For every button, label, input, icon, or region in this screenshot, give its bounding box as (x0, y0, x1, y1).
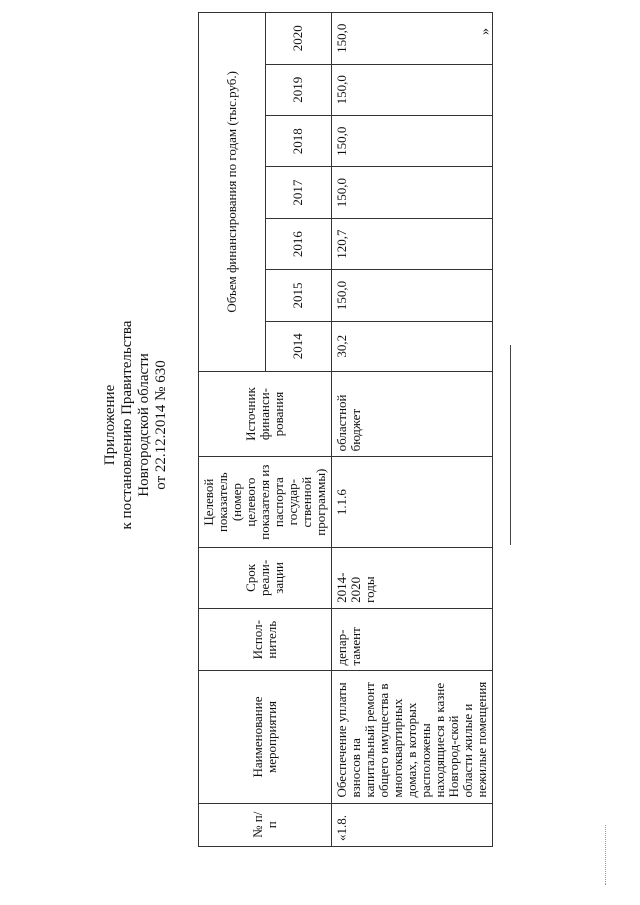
closing-quote: » (478, 28, 493, 35)
divider-line (510, 345, 511, 545)
year-2014: 2014 (265, 321, 332, 371)
year-2017: 2017 (265, 167, 332, 218)
header-line-1: Приложение (102, 384, 118, 466)
value-2019: 150,0 (332, 64, 493, 115)
value-2015: 150,0 (332, 270, 493, 321)
header-line-3: Новгородской области (136, 353, 152, 497)
scan-artifact (605, 825, 612, 885)
row-term: 2014-2020 годы (332, 547, 493, 608)
funding-table (198, 12, 493, 847)
header-line-4: от 22.12.2014 № 630 (153, 360, 169, 490)
header-funding: Объем финансирования по годам (тыс.руб.) (199, 13, 266, 372)
row-executor: депар-тамент (332, 608, 493, 671)
header-term: Срок реали-зации (199, 547, 332, 608)
table-row (332, 13, 493, 847)
year-2016: 2016 (265, 218, 332, 269)
table-header-row-1 (199, 13, 266, 847)
year-2019: 2019 (265, 64, 332, 115)
year-2018: 2018 (265, 115, 332, 166)
value-2016: 120,7 (332, 218, 493, 269)
row-source: областной бюджет (332, 371, 493, 457)
header-source: Источник финанси-рования (199, 371, 332, 457)
value-2017: 150,0 (332, 167, 493, 218)
value-2020: 150,0 (332, 13, 493, 65)
year-2015: 2015 (265, 270, 332, 321)
appendix-header (102, 275, 170, 575)
header-target: Целевой показатель (номер целевого показателя из паспорта государ-ственной программы) (199, 457, 332, 547)
row-num: «1.8. (332, 803, 493, 846)
row-target: 1.1.6 (332, 457, 493, 547)
year-2020: 2020 (265, 13, 332, 65)
row-name: Обеспечение уплаты взносов на капитальный ремонт общего имущества в многоквартирных домах, в которых расположены находящиеся в казне Новгород-ской области жилые и нежилые помещения (332, 671, 493, 803)
value-2018: 150,0 (332, 115, 493, 166)
header-executor: Испол-нитель (199, 608, 332, 671)
header-num: № п/п (199, 803, 332, 846)
value-2014: 30,2 (332, 321, 493, 371)
header-name: Наименование мероприятия (199, 671, 332, 803)
header-line-2: к постановлению Правительства (119, 320, 135, 530)
